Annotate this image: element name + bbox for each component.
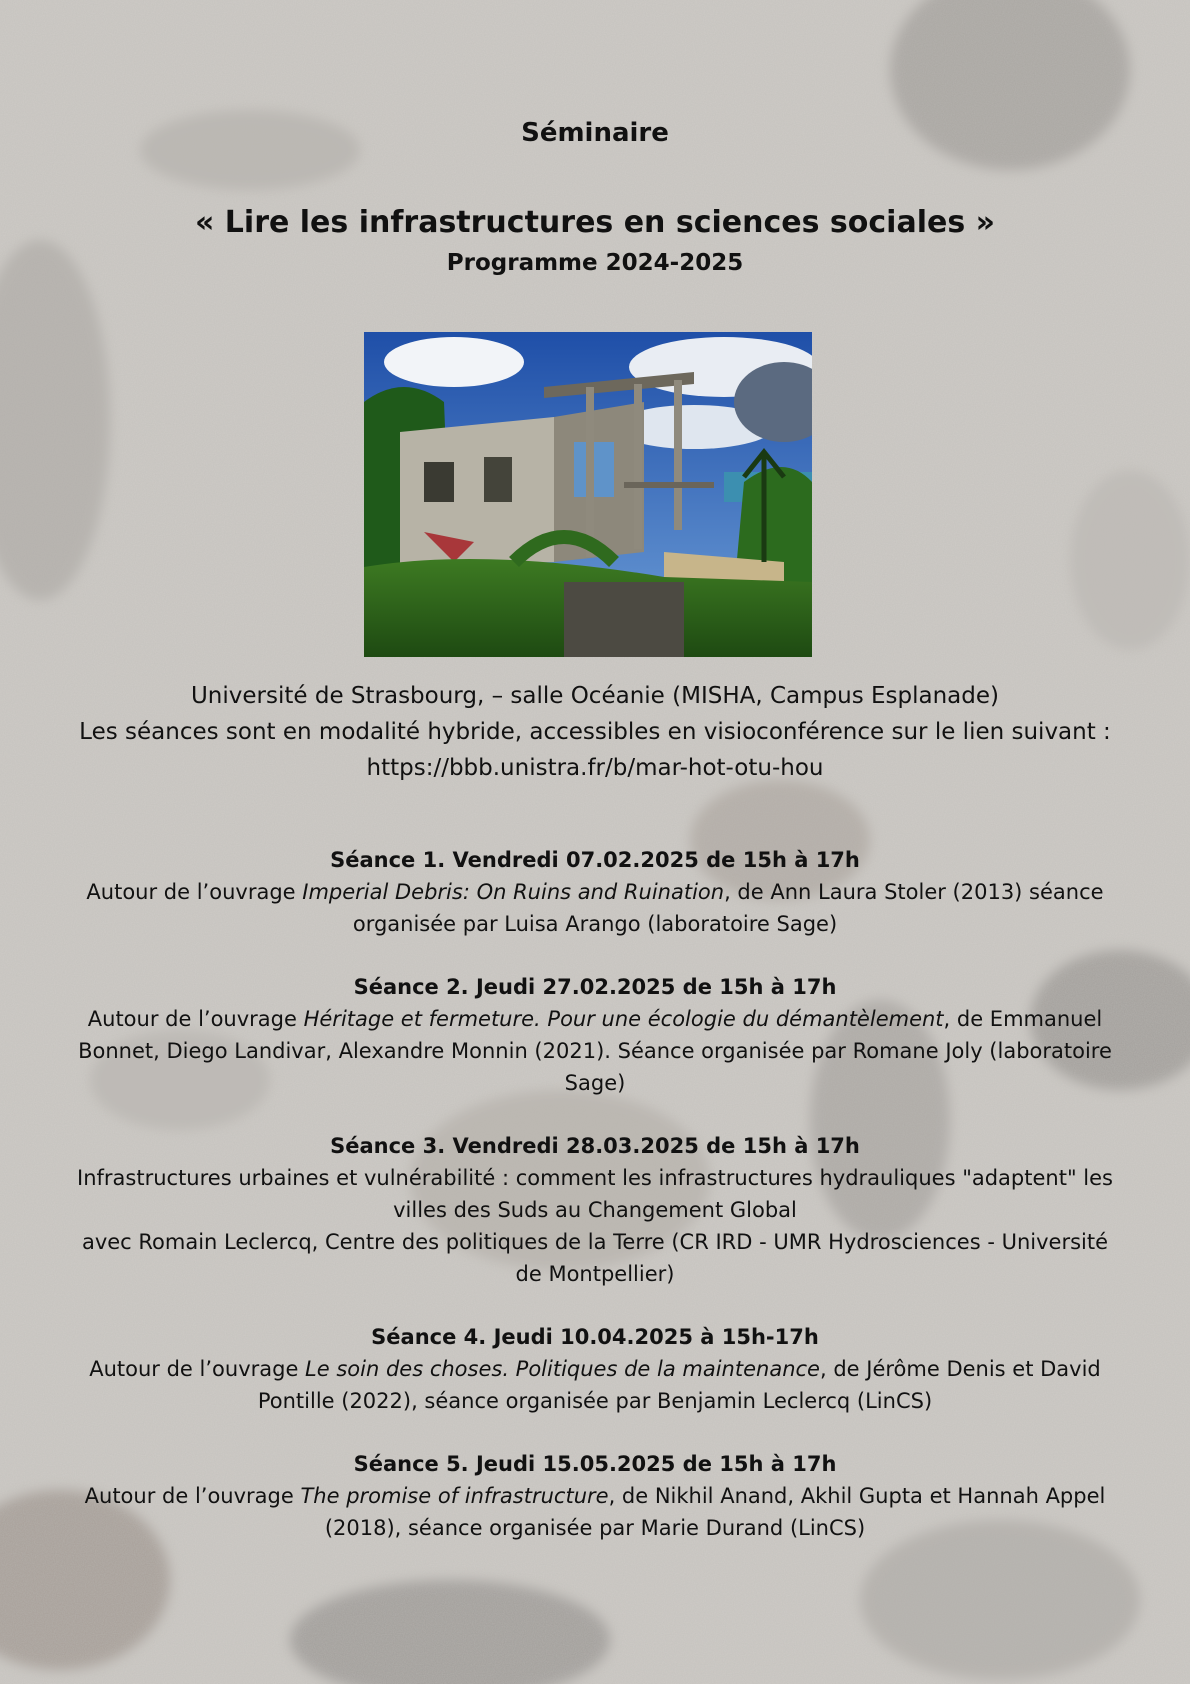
book-title: The promise of infrastructure	[300, 1484, 609, 1508]
session-description	[70, 1003, 1120, 1099]
book-title: Le soin des choses. Politiques de la maintenance	[305, 1357, 820, 1381]
session-description	[70, 1353, 1120, 1417]
session-text: Autour de l’ouvrage	[84, 1484, 301, 1508]
session-4	[70, 1321, 1120, 1417]
session-text: , de Jérôme Denis et David Pontille (2022), séance organisée par Benjamin Leclercq (LinCS)	[257, 1357, 1101, 1413]
session-heading: Séance 1. Vendredi 07.02.2025 de 15h à 17h	[330, 848, 860, 872]
session-heading: Séance 4. Jeudi 10.04.2025 à 15h-17h	[371, 1325, 819, 1349]
session-heading: Séance 5. Jeudi 15.05.2025 de 15h à 17h	[353, 1452, 837, 1476]
session-speaker: avec Romain Leclercq, Centre des politiques de la Terre (CR IRD - UMR Hydrosciences - Université de Montpellier)	[81, 1230, 1109, 1286]
session-5	[70, 1448, 1120, 1544]
session-text: , de Ann Laura Stoler (2013) séance organisée par Luisa Arango (laboratoire Sage)	[352, 880, 1104, 936]
book-title: Héritage et fermeture. Pour une écologie du démantèlement	[303, 1007, 944, 1031]
session-heading: Séance 2. Jeudi 27.02.2025 de 15h à 17h	[353, 975, 837, 999]
session-description	[70, 876, 1120, 940]
session-topic: Infrastructures urbaines et vulnérabilité : comment les infrastructures hydrauliques "adaptent" les villes des Suds au Changement Global	[77, 1166, 1113, 1222]
session-description	[70, 1480, 1120, 1544]
session-2	[70, 971, 1120, 1099]
session-1	[70, 844, 1120, 940]
sessions-list	[70, 844, 1120, 1575]
session-text: , de Emmanuel Bonnet, Diego Landivar, Alexandre Monnin (2021). Séance organisée par Romane Joly (laboratoire Sage)	[78, 1007, 1112, 1095]
venue-info	[60, 678, 1130, 786]
ruined-building-photo	[364, 332, 812, 657]
session-3	[70, 1130, 1120, 1290]
program-year: Programme 2024-2025	[446, 250, 744, 276]
venue-hybrid-link-text: Les séances sont en modalité hybride, accessibles en visioconférence sur le lien suivant : https://bbb.unistra.fr/b/mar-hot-otu-hou	[79, 719, 1111, 781]
seminar-subtitle: « Lire les infrastructures en sciences sociales »	[194, 205, 996, 240]
book-title: Imperial Debris: On Ruins and Ruination	[302, 880, 725, 904]
session-text: Autour de l’ouvrage	[87, 1007, 304, 1031]
session-text: , de Nikhil Anand, Akhil Gupta et Hannah Appel (2018), séance organisée par Marie Durand (LinCS)	[324, 1484, 1106, 1540]
session-text: Autour de l’ouvrage	[89, 1357, 306, 1381]
venue-location: Université de Strasbourg, – salle Océanie (MISHA, Campus Esplanade)	[190, 683, 1000, 709]
session-heading: Séance 3. Vendredi 28.03.2025 de 15h à 17h	[330, 1134, 860, 1158]
page-title: Séminaire	[521, 118, 669, 148]
session-text: Autour de l’ouvrage	[86, 880, 303, 904]
